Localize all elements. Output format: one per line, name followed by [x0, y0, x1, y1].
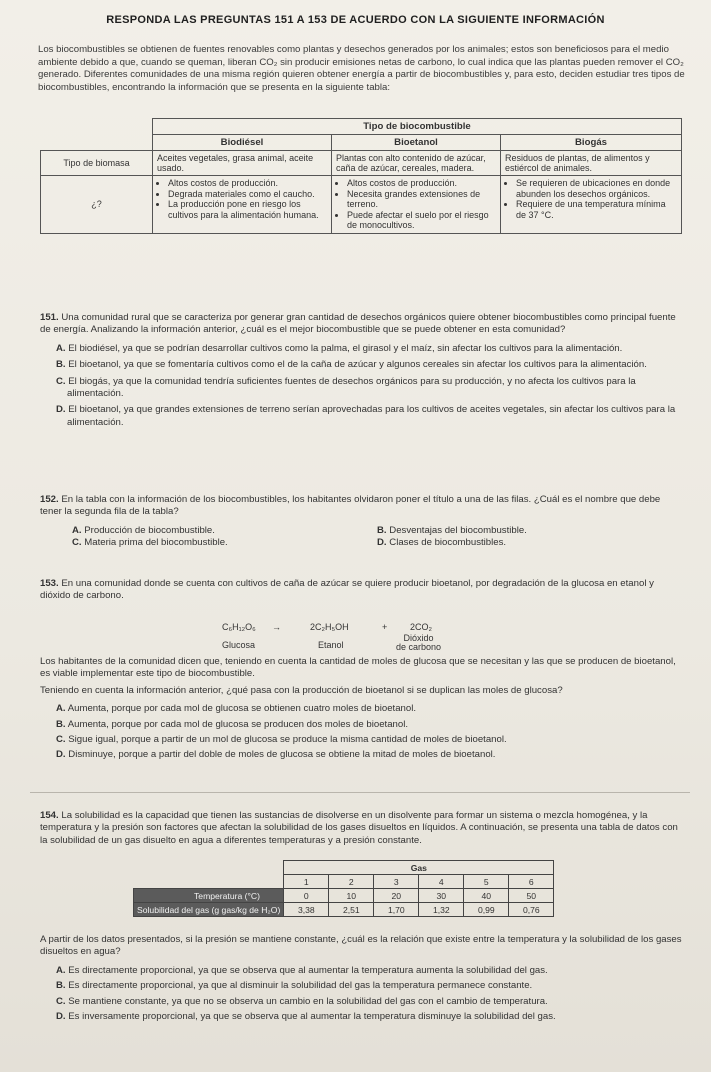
table-cell	[153, 176, 332, 234]
list-item: • La producción pone en riesgo los cultivos para la alimentación humana.	[168, 199, 327, 220]
row-label: Solubilidad del gas (g gas/kg de H₂O)	[134, 903, 284, 917]
page-title: RESPONDA LAS PREGUNTAS 151 A 153 DE ACUERDO CON LA SIGUIENTE INFORMACIÓN	[106, 14, 605, 26]
option-d[interactable]: D. Clases de biocombustibles.	[377, 537, 507, 549]
question-151	[40, 312, 684, 429]
list-item: • Altos costos de producción.	[168, 178, 327, 189]
option-c[interactable]: C. Se mantiene constante, ya que no se observa un cambio en la solubilidad del gas con el cambio de temperatura.	[56, 995, 548, 1007]
option-a[interactable]: A. El biodiésel, ya que se podrían desarrollar cultivos como la palma, el girasol y el maíz, sin afectar los cultivos para la alimentación.	[56, 342, 623, 354]
list-item: • Necesita grandes extensiones de terreno.	[347, 189, 496, 210]
table-cell	[501, 176, 682, 234]
biofuel-table	[40, 118, 682, 234]
table-cell: 1,32	[419, 903, 464, 917]
list-item: • Se requieren de ubicaciones en donde abunden los desechos orgánicos.	[516, 178, 677, 199]
table-cell: 10	[329, 889, 374, 903]
question-number: 151.	[40, 312, 59, 323]
gas-col: 6	[509, 875, 554, 889]
question-number: 152.	[40, 494, 59, 505]
row-label: Tipo de biomasa	[41, 151, 153, 176]
table-cell: Plantas con alto contenido de azúcar, caña de azúcar, cereales, madera.	[332, 151, 501, 176]
gas-col: 4	[419, 875, 464, 889]
list-item: • Altos costos de producción.	[347, 178, 496, 189]
arrow: →	[272, 622, 281, 632]
question-stem: La solubilidad es la capacidad que tienen las sustancias de disolverse en un disolvente para formar un sistema o mezcla homogénea, y la temperatura y la presión son factores que afectan la solubilidad de los gases disueltos en líquidos. A continuación, se presenta una tabla de datos con la solubilidad de un gas disuelto en agua a diferentes temperaturas y a presión constante.	[40, 810, 678, 846]
table-cell: 20	[374, 889, 419, 903]
option-a[interactable]: A. Aumenta, porque por cada mol de glucosa se obtienen cuatro moles de bioetanol.	[56, 703, 416, 715]
table-cell: Residuos de plantas, de alimentos y estiércol de animales.	[501, 151, 682, 176]
gas-col: 1	[284, 875, 329, 889]
table-cell	[332, 176, 501, 234]
question-prompt: Teniendo en cuenta la información anterior, ¿qué pasa con la producción de bioetanol si se duplican las moles de glucosa?	[40, 684, 563, 696]
question-154-body	[40, 934, 684, 1023]
table-cell: 40	[464, 889, 509, 903]
question-number: 153.	[40, 578, 59, 589]
option-c[interactable]: C. El biogás, ya que la comunidad tendría suficientes fuentes de desechos orgánicos para su producción, y no afecta los cultivos para la alimentación.	[56, 375, 636, 400]
table-cell: 0,76	[509, 903, 554, 917]
row-label: Temperatura (°C)	[134, 889, 284, 903]
option-d[interactable]: D. Es inversamente proporcional, ya que se observa que al aumentar la temperatura disminuye la solubilidad del gas.	[56, 1011, 556, 1023]
option-d[interactable]: D. Disminuye, porque a partir del doble de moles de glucosa se obtiene la mitad de moles de bioetanol.	[56, 749, 496, 761]
question-prompt: A partir de los datos presentados, si la presión se mantiene constante, ¿cuál es la relación que existe entre la temperatura y la solubilidad de los gases disueltos en agua?	[40, 934, 682, 958]
option-b[interactable]: B. Es directamente proporcional, ya que al disminuir la solubilidad del gas la temperatura permanece constante.	[56, 980, 533, 992]
option-c[interactable]: C. Materia prima del biocombustible.	[72, 537, 228, 549]
table-cell: 50	[509, 889, 554, 903]
gas-header: Gas	[284, 861, 554, 875]
table-cell: 0	[284, 889, 329, 903]
divider	[30, 792, 690, 793]
list-item: • Requiere de una temperatura mínima de 37 °C.	[516, 199, 677, 220]
question-153-stem	[40, 578, 684, 603]
table-cell: 2,51	[329, 903, 374, 917]
table-cell: Aceites vegetales, grasa animal, aceite usado.	[153, 151, 332, 176]
table-cell: 3,38	[284, 903, 329, 917]
intro-paragraph: Los biocombustibles se obtienen de fuentes renovables como plantas y desechos generados por los animales; estos son beneficiosos para el medio ambiente debido a que, cuando se queman, liberan CO₂ sin producir emisiones netas de carbono, lo cual indica que las plantas pueden remover el CO₂ generado. Diferentes comunidades de una misma región quieren obtener energía a partir de biocombustibles y, para esto, deciden estudiar tres tipos de biocombustibles, encontrando la información que se presenta en la siguiente tabla:	[38, 44, 685, 93]
list-item: • Degrada materiales como el caucho.	[168, 189, 327, 200]
table-cell: 30	[419, 889, 464, 903]
col-header: Bioetanol	[332, 135, 501, 151]
question-154-stem	[40, 810, 684, 847]
option-d[interactable]: D. El bioetanol, ya que grandes extensiones de terreno serían aprovechadas para los cultivos de aceites vegetales, sin afectar los cultivos para la alimentación.	[56, 404, 676, 428]
label-co2: Dióxido de carbono	[396, 633, 442, 652]
option-b[interactable]: B. Aumenta, porque por cada mol de glucosa se producen dos moles de bioetanol.	[56, 718, 408, 730]
question-number: 154.	[40, 810, 59, 821]
label-ethanol: Etanol	[318, 640, 344, 650]
gas-col: 5	[464, 875, 509, 889]
option-b[interactable]: B. Desventajas del biocombustible.	[377, 524, 527, 536]
option-a[interactable]: A. Es directamente proporcional, ya que se observa que al aumentar la temperatura aumenta la solubilidad del gas.	[56, 964, 548, 976]
plus-sign: +	[382, 622, 388, 632]
label-glucose: Glucosa	[222, 640, 256, 650]
table-cell: 0,99	[464, 903, 509, 917]
question-stem: En la tabla con la información de los biocombustibles, los habitantes olvidaron poner el título a una de las filas. ¿Cuál es el nombre que debe tener la segunda fila de la tabla?	[40, 494, 661, 518]
formula-co2: 2CO₂	[410, 622, 432, 632]
question-152	[40, 494, 684, 550]
table-cell: 1,70	[374, 903, 419, 917]
option-c[interactable]: C. Sigue igual, porque a partir de un mol de glucosa se produce la misma cantidad de moles de bioetanol.	[56, 734, 507, 746]
col-header: Biogás	[501, 135, 682, 151]
context-paragraph: Los habitantes de la comunidad dicen que, teniendo en cuenta la cantidad de moles de glucosa que se necesitan y las que se producen de bioetanol, es viable implementar este tipo de biocombustible.	[40, 656, 676, 680]
option-b[interactable]: B. El bioetanol, ya que se fomentaría cultivos como el de la caña de azúcar y algunos cereales sin afectar los cultivos para la alimentación.	[56, 359, 647, 371]
question-stem: En una comunidad donde se cuenta con cultivos de caña de azúcar se quiere producir bioetanol, por degradación de la glucosa en etanol y dióxido de carbono.	[40, 578, 654, 602]
question-stem: Una comunidad rural que se caracteriza por generar gran cantidad de desechos orgánicos quiere obtener biocombustibles como principal fuente de energía. Analizando la información anterior, ¿cuál es el mejor biocombustible que se puede obtener en esta comunidad?	[40, 312, 676, 336]
gas-col: 3	[374, 875, 419, 889]
table-header: Tipo de biocombustible	[153, 119, 682, 135]
option-a[interactable]: A. Producción de biocombustible.	[72, 524, 215, 536]
formula-ethanol: 2C₂H₅OH	[310, 622, 349, 632]
list-item: • Puede afectar el suelo por el riesgo de monocultivos.	[347, 210, 496, 231]
col-header: Biodiésel	[153, 135, 332, 151]
question-153-body	[40, 656, 684, 762]
gas-col: 2	[329, 875, 374, 889]
formula-glucose: C₆H₁₂O₆	[222, 622, 256, 632]
solubility-table	[133, 860, 554, 917]
row-label: ¿?	[41, 176, 153, 234]
